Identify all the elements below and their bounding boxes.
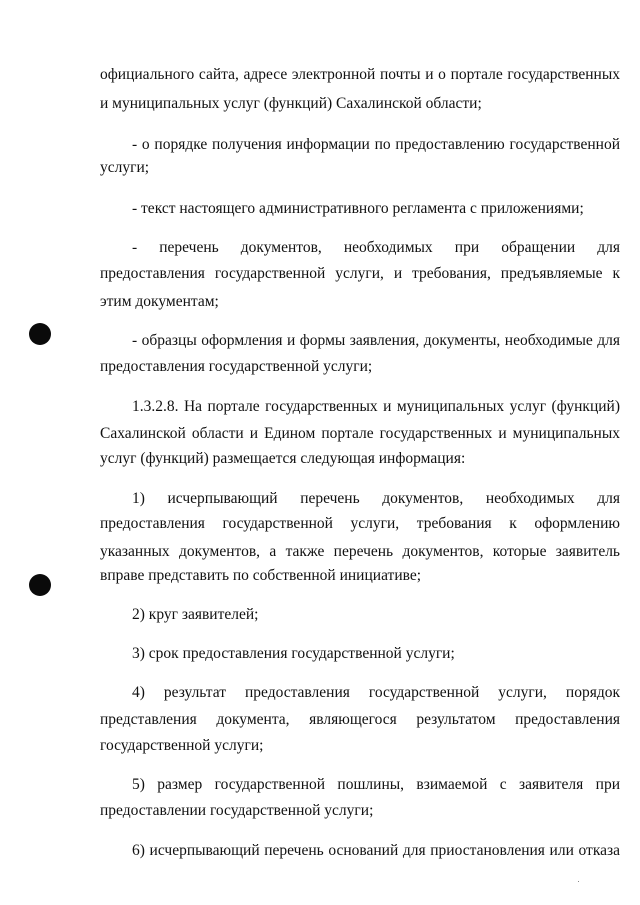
- text-line: вправе представить по собственной инициативе;: [100, 567, 422, 584]
- text-line: предоставления государственной услуги, требования к оформлению: [100, 515, 620, 532]
- text-line: 3) срок предоставления государственной услуги;: [132, 645, 455, 662]
- text-line: предоставления государственной услуги, и требования, предъявляемые к: [100, 265, 620, 282]
- text-line: представления документа, являющегося результатом предоставления: [100, 711, 620, 728]
- text-line: услуг (функций) размещается следующая информация:: [100, 450, 466, 467]
- scan-speck: [578, 881, 579, 882]
- text-line: этим документам;: [100, 293, 219, 310]
- text-line: 4) результат предоставления государственной услуги, порядок: [132, 684, 620, 701]
- text-line: 1.3.2.8. На портале государственных и муниципальных услуг (функций): [132, 398, 620, 415]
- text-line: 5) размер государственной пошлины, взимаемой с заявителя при: [132, 776, 620, 793]
- text-line: предоставлении государственной услуги;: [100, 802, 374, 819]
- text-line: 2) круг заявителей;: [132, 606, 259, 623]
- text-line: государственной услуги;: [100, 737, 264, 754]
- text-line: официального сайта, адресе электронной почты и о портале государственных: [100, 66, 620, 83]
- text-line: - образцы оформления и формы заявления, документы, необходимые для: [132, 332, 620, 349]
- text-line: и муниципальных услуг (функций) Сахалинской области;: [100, 95, 482, 112]
- text-line: указанных документов, а также перечень документов, которые заявитель: [100, 543, 620, 560]
- text-line: услуги;: [100, 159, 150, 176]
- text-line: - перечень документов, необходимых при обращении для: [132, 239, 620, 256]
- text-line: Сахалинской области и Едином портале государственных и муниципальных: [100, 425, 620, 442]
- text-line: 1) исчерпывающий перечень документов, необходимых для: [132, 490, 620, 507]
- text-line: 6) исчерпывающий перечень оснований для приостановления или отказа: [132, 842, 620, 859]
- text-line: - о порядке получения информации по предоставлению государственной: [132, 136, 620, 153]
- punch-hole-bottom: [29, 574, 51, 596]
- text-line: предоставления государственной услуги;: [100, 358, 373, 375]
- text-line: - текст настоящего административного регламента с приложениями;: [132, 200, 584, 217]
- punch-hole-top: [29, 323, 51, 345]
